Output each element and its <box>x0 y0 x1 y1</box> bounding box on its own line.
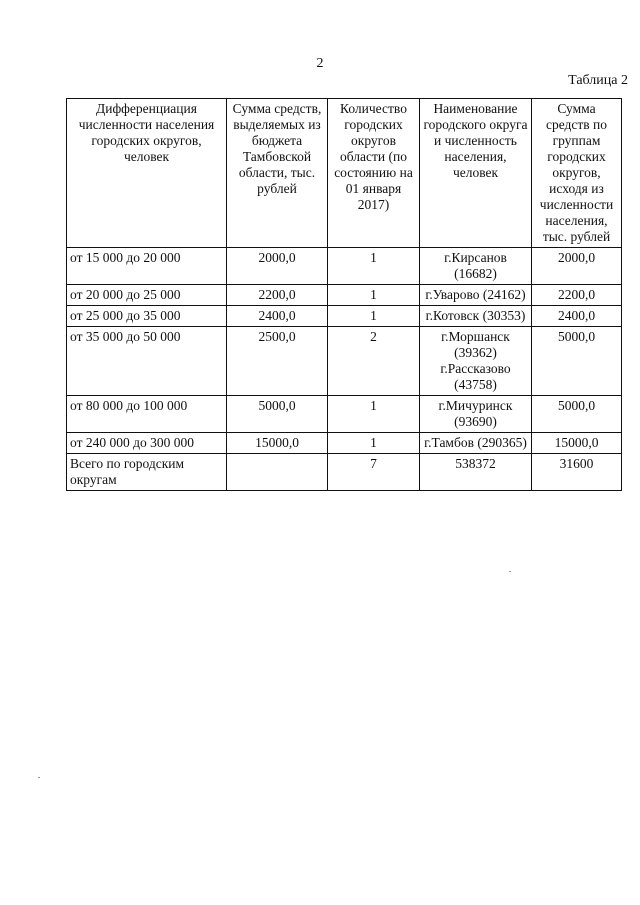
header-group-total: Сумма средств по группам городских округов, исходя из численности населения, тыс. рублей <box>532 99 622 248</box>
total-sum-cell: 31600 <box>532 454 622 491</box>
population-range-cell: от 35 000 до 50 000 <box>67 327 227 396</box>
scan-speck <box>38 777 40 778</box>
city-name: г.Уварово (24162) <box>425 287 526 302</box>
district-names-cell <box>420 433 532 454</box>
district-count-cell: 1 <box>328 285 420 306</box>
header-allocated-amount: Сумма средств, выделяемых из бюджета Тамбовской области, тыс. рублей <box>227 99 328 248</box>
table-header-row <box>67 99 622 248</box>
table-row <box>67 433 622 454</box>
allocated-amount-cell: 2000,0 <box>227 248 328 285</box>
table-row <box>67 306 622 327</box>
table-caption: Таблица 2 <box>568 73 628 88</box>
city-name: г.Мичуринск (93690) <box>438 398 513 429</box>
group-total-cell: 2400,0 <box>532 306 622 327</box>
district-count-cell: 2 <box>328 327 420 396</box>
district-names-cell <box>420 285 532 306</box>
population-range-cell: от 15 000 до 20 000 <box>67 248 227 285</box>
group-total-cell: 5000,0 <box>532 396 622 433</box>
total-population-cell: 538372 <box>420 454 532 491</box>
allocated-amount-cell: 2500,0 <box>227 327 328 396</box>
district-count-cell: 1 <box>328 433 420 454</box>
district-names-cell <box>420 396 532 433</box>
population-range-cell: от 20 000 до 25 000 <box>67 285 227 306</box>
city-name: г.Рассказово (43758) <box>440 361 511 392</box>
group-total-cell: 5000,0 <box>532 327 622 396</box>
city-name: г.Кирсанов (16682) <box>444 250 507 281</box>
funding-table <box>66 98 622 491</box>
city-name: г.Моршанск (39362) <box>441 329 510 360</box>
total-count-cell: 7 <box>328 454 420 491</box>
district-count-cell: 1 <box>328 248 420 285</box>
table-row <box>67 285 622 306</box>
scan-speck <box>509 571 511 572</box>
district-names-cell <box>420 306 532 327</box>
population-range-cell: от 25 000 до 35 000 <box>67 306 227 327</box>
table-row <box>67 396 622 433</box>
district-names-cell <box>420 327 532 396</box>
city-name: г.Тамбов (290365) <box>424 435 527 450</box>
district-count-cell: 1 <box>328 396 420 433</box>
allocated-amount-cell: 2200,0 <box>227 285 328 306</box>
table-row <box>67 327 622 396</box>
table-row <box>67 248 622 285</box>
allocated-amount-cell: 15000,0 <box>227 433 328 454</box>
district-names-cell <box>420 248 532 285</box>
group-total-cell: 2000,0 <box>532 248 622 285</box>
city-name: г.Котовск (30353) <box>425 308 526 323</box>
page-number: 2 <box>316 56 324 71</box>
header-population-range: Дифференциация численности населения городских округов, человек <box>67 99 227 248</box>
group-total-cell: 15000,0 <box>532 433 622 454</box>
allocated-amount-cell: 2400,0 <box>227 306 328 327</box>
district-count-cell: 1 <box>328 306 420 327</box>
allocated-amount-cell: 5000,0 <box>227 396 328 433</box>
table-total-row <box>67 454 622 491</box>
total-amount-cell <box>227 454 328 491</box>
group-total-cell: 2200,0 <box>532 285 622 306</box>
header-district-count: Количество городских округов области (по состоянию на 01 января 2017) <box>328 99 420 248</box>
population-range-cell: от 80 000 до 100 000 <box>67 396 227 433</box>
header-district-names: Наименование городского округа и численность населения, человек <box>420 99 532 248</box>
population-range-cell: от 240 000 до 300 000 <box>67 433 227 454</box>
total-label-cell: Всего по городским округам <box>67 454 227 491</box>
